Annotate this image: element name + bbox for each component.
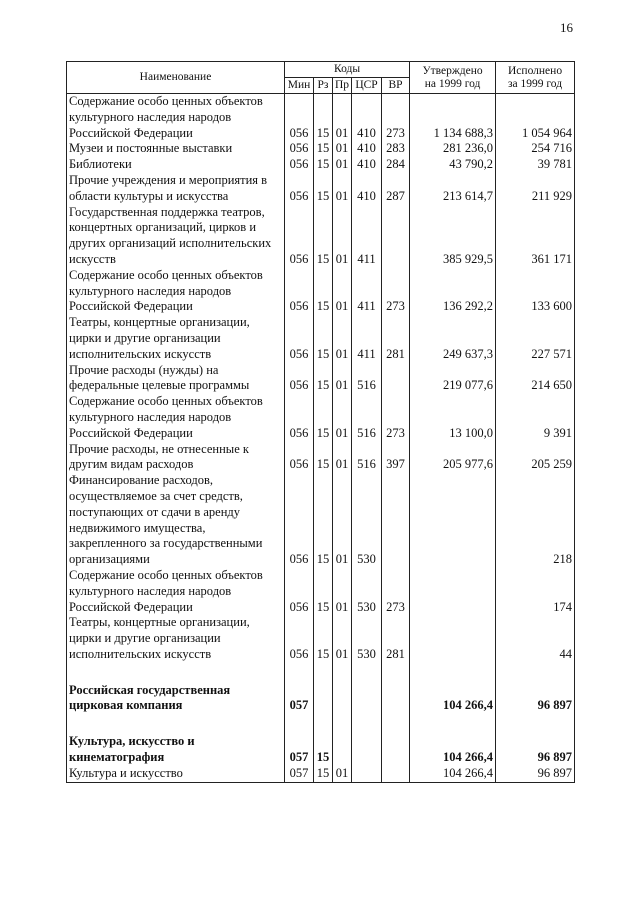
row-approved: [410, 615, 496, 662]
row-pr: 01: [333, 394, 352, 441]
header-approved-line2: на 1999 год: [424, 77, 481, 90]
row-approved: [410, 568, 496, 615]
row-vr: [382, 363, 410, 395]
row-pr: 01: [333, 157, 352, 173]
row-min: 057: [285, 766, 314, 782]
row-vr: 273: [382, 268, 410, 315]
row-csr: 411: [352, 205, 382, 268]
row-min: 056: [285, 363, 314, 395]
row-vr: [382, 205, 410, 268]
header-csr: ЦСР: [352, 78, 382, 94]
row-min: 056: [285, 615, 314, 662]
row-name: Библиотеки: [67, 157, 285, 173]
row-csr: 410: [352, 94, 382, 142]
row-name: Содержание особо ценных объектов культурного наследия народов Российской Федерации: [67, 268, 285, 315]
row-approved: 136 292,2: [410, 268, 496, 315]
row-approved: 219 077,6: [410, 363, 496, 395]
row-vr: [382, 473, 410, 568]
row-name: Финансирование расходов, осуществляемое за счет средств, поступающих от сдачи в аренду недвижимого имущества, закрепленного за государственными организациями: [67, 473, 285, 568]
row-pr: 01: [333, 568, 352, 615]
row-executed: 227 571: [496, 315, 575, 362]
row-rz: 15: [314, 442, 333, 474]
row-name: Прочие расходы, не отнесенные к другим видам расходов: [67, 442, 285, 474]
row-vr: 281: [382, 315, 410, 362]
row-approved: 104 266,4: [410, 766, 496, 782]
table-row: [67, 268, 575, 315]
header-codes: Коды: [285, 62, 410, 78]
table-row: [67, 568, 575, 615]
row-vr: 397: [382, 442, 410, 474]
table-row: [67, 394, 575, 441]
row-rz: 15: [314, 766, 333, 782]
row-csr: 410: [352, 173, 382, 205]
table-row: [67, 173, 575, 205]
row-approved: 205 977,6: [410, 442, 496, 474]
row-executed: 96 897: [496, 766, 575, 782]
row-csr: 411: [352, 315, 382, 362]
header-min: Мин: [285, 78, 314, 94]
row-min: 056: [285, 268, 314, 315]
row-rz: 15: [314, 394, 333, 441]
row-csr: 530: [352, 568, 382, 615]
table-row: [67, 615, 575, 662]
table-row: [67, 442, 575, 474]
row-rz: 15: [314, 205, 333, 268]
row-rz: 15: [314, 615, 333, 662]
row-csr: [352, 766, 382, 782]
header-vr: ВР: [382, 78, 410, 94]
row-min: 056: [285, 315, 314, 362]
row-vr: [382, 766, 410, 782]
row-vr: 273: [382, 394, 410, 441]
row-csr: 530: [352, 473, 382, 568]
row-spacer: [67, 663, 575, 683]
row-min: 056: [285, 394, 314, 441]
header-executed: [496, 62, 575, 94]
table-row: [67, 766, 575, 782]
row-min: 056: [285, 568, 314, 615]
row-vr: [382, 683, 410, 715]
row-pr: 01: [333, 442, 352, 474]
row-executed: 205 259: [496, 442, 575, 474]
row-name: Прочие расходы (нужды) на федеральные целевые программы: [67, 363, 285, 395]
row-vr: 284: [382, 157, 410, 173]
row-csr: 410: [352, 141, 382, 157]
page-number: 16: [560, 20, 573, 35]
row-executed: 39 781: [496, 157, 575, 173]
row-executed: 133 600: [496, 268, 575, 315]
header-name: Наименование: [67, 62, 285, 94]
row-approved: 249 637,3: [410, 315, 496, 362]
row-pr: 01: [333, 141, 352, 157]
row-min: 056: [285, 141, 314, 157]
row-executed: 96 897: [496, 734, 575, 766]
row-vr: 273: [382, 568, 410, 615]
row-name: Государственная поддержка театров, концертных организаций, цирков и других организаций исполнительских искусств: [67, 205, 285, 268]
row-min: 056: [285, 157, 314, 173]
row-rz: 15: [314, 157, 333, 173]
row-name: Культура, искусство и кинематография: [67, 734, 285, 766]
row-executed: 254 716: [496, 141, 575, 157]
row-approved: 213 614,7: [410, 173, 496, 205]
row-rz: 15: [314, 173, 333, 205]
row-pr: [333, 683, 352, 715]
table-row: [67, 363, 575, 395]
header-approved-line1: Утверждено: [422, 64, 483, 77]
row-csr: 411: [352, 268, 382, 315]
row-name: Содержание особо ценных объектов культурного наследия народов Российской Федерации: [67, 394, 285, 441]
row-pr: 01: [333, 205, 352, 268]
row-pr: 01: [333, 473, 352, 568]
row-rz: 15: [314, 268, 333, 315]
row-approved: [410, 473, 496, 568]
row-name: Российская государственная цирковая компания: [67, 683, 285, 715]
row-min: 057: [285, 734, 314, 766]
row-pr: 01: [333, 94, 352, 142]
row-rz: 15: [314, 94, 333, 142]
row-name: Содержание особо ценных объектов культурного наследия народов Российской Федерации: [67, 568, 285, 615]
row-executed: 96 897: [496, 683, 575, 715]
row-approved: 385 929,5: [410, 205, 496, 268]
row-approved: 1 134 688,3: [410, 94, 496, 142]
header-rz: Рз: [314, 78, 333, 94]
row-min: 056: [285, 473, 314, 568]
row-name: Музеи и постоянные выставки: [67, 141, 285, 157]
row-rz: 15: [314, 141, 333, 157]
row-csr: [352, 734, 382, 766]
row-min: 057: [285, 683, 314, 715]
row-csr: 410: [352, 157, 382, 173]
row-executed: 9 391: [496, 394, 575, 441]
row-vr: 283: [382, 141, 410, 157]
table-row: [67, 683, 575, 715]
row-rz: [314, 683, 333, 715]
row-spacer: [67, 714, 575, 734]
row-rz: 15: [314, 473, 333, 568]
row-executed: 211 929: [496, 173, 575, 205]
row-min: 056: [285, 94, 314, 142]
row-rz: 15: [314, 315, 333, 362]
row-csr: 516: [352, 394, 382, 441]
row-pr: 01: [333, 615, 352, 662]
row-pr: [333, 734, 352, 766]
header-executed-line2: за 1999 год: [507, 77, 563, 90]
header-pr: Пр: [333, 78, 352, 94]
row-approved: 43 790,2: [410, 157, 496, 173]
table-row: [67, 94, 575, 142]
row-pr: 01: [333, 173, 352, 205]
row-csr: 530: [352, 615, 382, 662]
row-executed: 174: [496, 568, 575, 615]
table-header: [67, 62, 575, 94]
header-executed-line1: Исполнено: [508, 64, 563, 77]
row-pr: 01: [333, 766, 352, 782]
table-row: [67, 157, 575, 173]
table-row: [67, 473, 575, 568]
table-row: [67, 205, 575, 268]
row-vr: 273: [382, 94, 410, 142]
row-name: Прочие учреждения и мероприятия в области культуры и искусства: [67, 173, 285, 205]
row-name: Содержание особо ценных объектов культурного наследия народов Российской Федерации: [67, 94, 285, 142]
row-approved: 13 100,0: [410, 394, 496, 441]
table-row: [67, 141, 575, 157]
row-executed: 1 054 964: [496, 94, 575, 142]
row-executed: 218: [496, 473, 575, 568]
row-executed: 44: [496, 615, 575, 662]
row-csr: 516: [352, 363, 382, 395]
row-csr: [352, 683, 382, 715]
row-pr: 01: [333, 315, 352, 362]
row-name: Театры, концертные организации, цирки и другие организации исполнительских искусств: [67, 615, 285, 662]
row-pr: 01: [333, 268, 352, 315]
row-vr: 281: [382, 615, 410, 662]
row-rz: 15: [314, 568, 333, 615]
row-pr: 01: [333, 363, 352, 395]
row-executed: 214 650: [496, 363, 575, 395]
row-csr: 516: [352, 442, 382, 474]
row-name: Театры, концертные организации, цирки и другие организации исполнительских искусств: [67, 315, 285, 362]
row-min: 056: [285, 442, 314, 474]
budget-table: [66, 61, 575, 783]
row-vr: [382, 734, 410, 766]
row-min: 056: [285, 205, 314, 268]
row-approved: 281 236,0: [410, 141, 496, 157]
row-executed: 361 171: [496, 205, 575, 268]
row-vr: 287: [382, 173, 410, 205]
row-rz: 15: [314, 363, 333, 395]
row-approved: 104 266,4: [410, 734, 496, 766]
row-name: Культура и искусство: [67, 766, 285, 782]
table-row: [67, 734, 575, 766]
row-rz: 15: [314, 734, 333, 766]
table-row: [67, 315, 575, 362]
row-approved: 104 266,4: [410, 683, 496, 715]
header-approved: [410, 62, 496, 94]
row-min: 056: [285, 173, 314, 205]
